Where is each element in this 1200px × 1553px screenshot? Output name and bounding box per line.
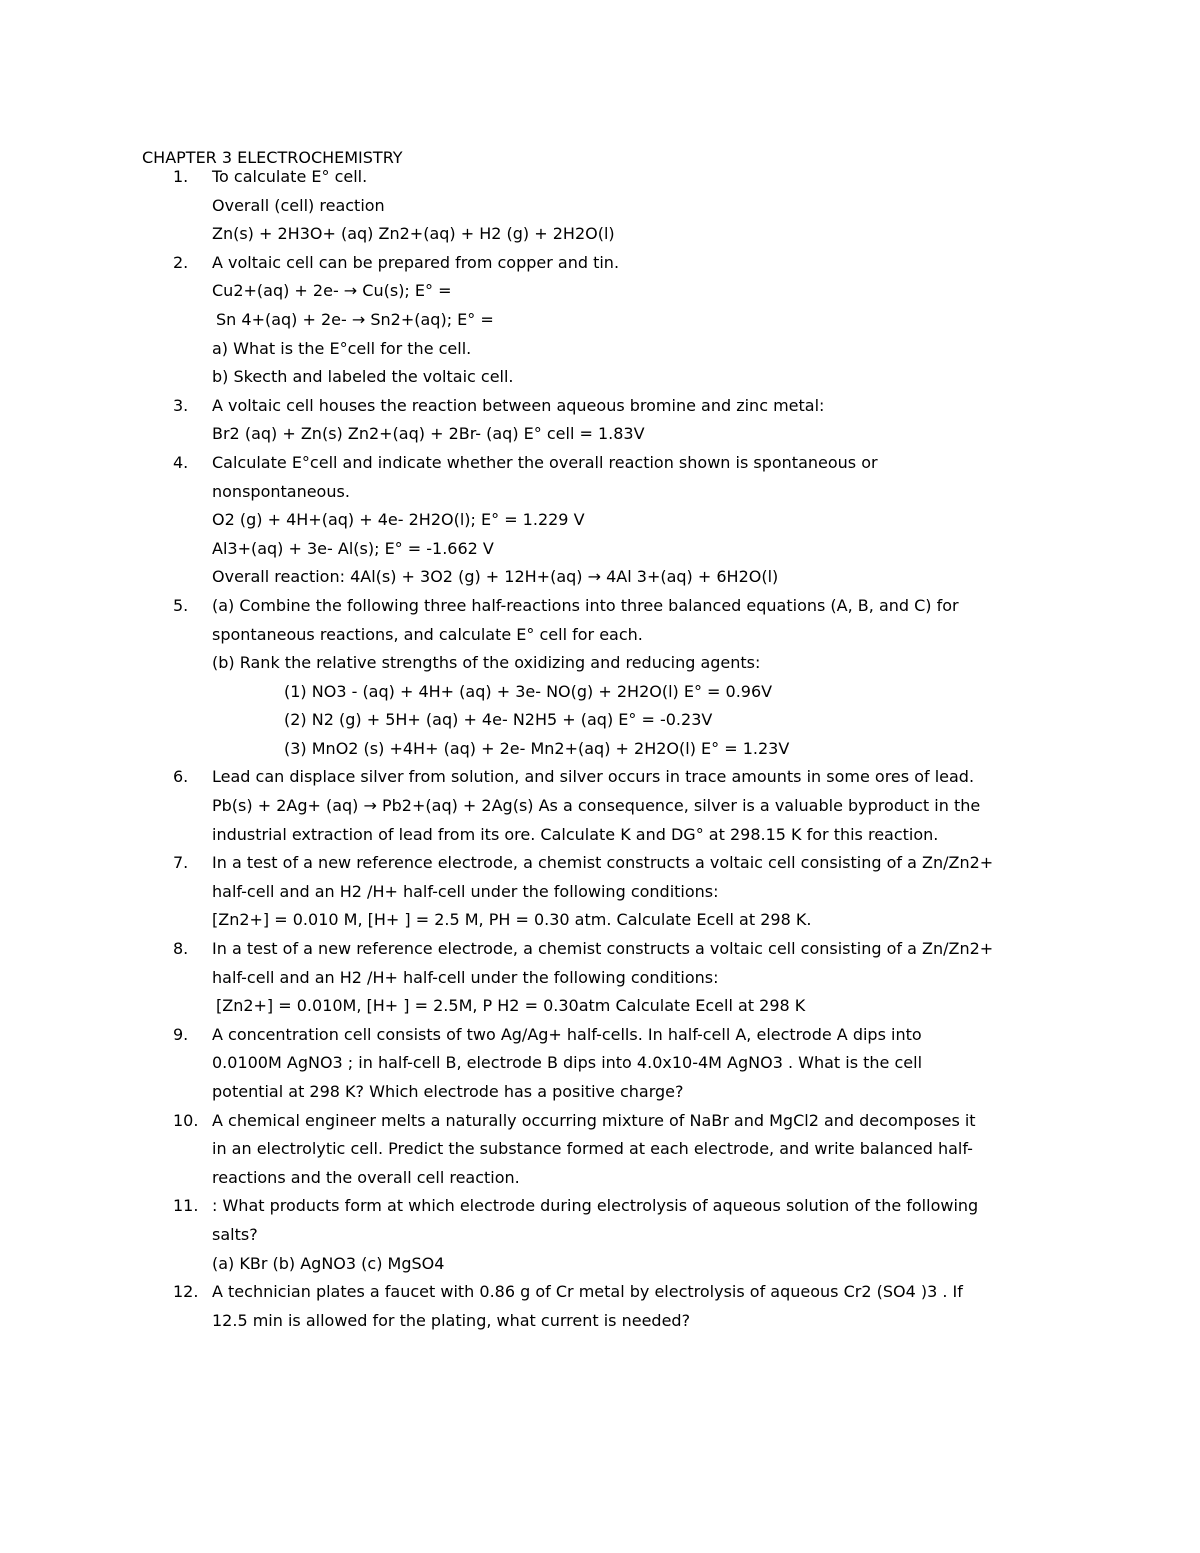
question-line: In a test of a new reference electrode, a chemist constructs a voltaic cell consisting of a Zn/Zn2+ [212, 939, 994, 959]
question-line: (b) Rank the relative strengths of the oxidizing and reducing agents: [212, 653, 761, 673]
question-line: Br2 (aq) + Zn(s) Zn2+(aq) + 2Br- (aq) E° cell = 1.83V [212, 424, 645, 444]
question-line: potential at 298 K? Which electrode has a positive charge? [212, 1082, 684, 1101]
question-line: Lead can displace silver from solution, and silver occurs in trace amounts in some ores of lead. [212, 767, 975, 787]
question-line: (a) Combine the following three half-reactions into three balanced equations (A, B, and C) for [212, 595, 959, 615]
question-line: Overall reaction: 4Al(s) + 3O2 (g) + 12H+(aq) → 4Al 3+(aq) + 6H2O(l) [212, 567, 779, 587]
question-list [142, 163, 1072, 1335]
question-number: 11. [173, 1196, 199, 1216]
half-reaction-line: (3) MnO2 (s) +4H+ (aq) + 2e- Mn2+(aq) + 2H2O(l) E° = 1.23V [284, 738, 790, 758]
question-line: : What products form at which electrode during electrolysis of aqueous solution of the following [212, 1196, 979, 1216]
question-line: Sn 4+(aq) + 2e- → Sn2+(aq); E° = [216, 309, 494, 329]
question-line: in an electrolytic cell. Predict the substance formed at each electrode, and write balanced half- [212, 1139, 973, 1159]
question-12 [142, 1278, 1072, 1335]
question-2 [142, 249, 1072, 392]
question-line: 12.5 min is allowed for the plating, what current is needed? [212, 1310, 691, 1330]
question-line: In a test of a new reference electrode, a chemist constructs a voltaic cell consisting of a Zn/Zn2+ [212, 853, 994, 873]
question-line: [Zn2+] = 0.010 M, [H+ ] = 2.5 M, PH = 0.30 atm. Calculate Ecell at 298 K. [212, 910, 812, 930]
question-1 [142, 163, 1072, 249]
question-line: A voltaic cell can be prepared from copper and tin. [212, 252, 620, 272]
question-line: Al3+(aq) + 3e- Al(s); E° = -1.662 V [212, 538, 494, 558]
question-number: 4. [173, 452, 189, 472]
question-6 [142, 763, 1072, 849]
question-line: salts? [212, 1224, 258, 1244]
question-line: O2 (g) + 4H+(aq) + 4e- 2H2O(l); E° = 1.229 V [212, 510, 585, 530]
question-line: nonspontaneous. [212, 481, 350, 501]
question-11 [142, 1192, 1072, 1278]
question-line: A voltaic cell houses the reaction between aqueous bromine and zinc metal: [212, 395, 825, 415]
question-line: Calculate E°cell and indicate whether the overall reaction shown is spontaneous or [212, 452, 878, 472]
question-number: 5. [173, 595, 189, 615]
question-8 [142, 935, 1072, 1021]
question-7 [142, 849, 1072, 935]
question-number: 7. [173, 853, 189, 873]
question-number: 10. [173, 1110, 199, 1130]
question-line: Cu2+(aq) + 2e- → Cu(s); E° = [212, 281, 452, 301]
question-line: [Zn2+] = 0.010M, [H+ ] = 2.5M, P H2 = 0.30atm Calculate Ecell at 298 K [216, 996, 806, 1016]
question-line: A technician plates a faucet with 0.86 g of Cr metal by electrolysis of aqueous Cr2 (SO4 )3 . If [212, 1282, 963, 1302]
question-line: b) Skecth and labeled the voltaic cell. [212, 367, 514, 387]
question-3 [142, 392, 1072, 449]
question-line: A concentration cell consists of two Ag/Ag+ half-cells. In half-cell A, electrode A dips into [212, 1024, 922, 1044]
question-line: industrial extraction of lead from its ore. Calculate K and DG° at 298.15 K for this reaction. [212, 824, 939, 844]
question-line: (a) KBr (b) AgNO3 (c) MgSO4 [212, 1253, 445, 1273]
document-title: CHAPTER 3 ELECTROCHEMISTRY [142, 148, 403, 167]
question-number: 2. [173, 252, 189, 272]
question-10 [142, 1107, 1072, 1193]
question-number: 8. [173, 939, 189, 959]
question-line: half-cell and an H2 /H+ half-cell under the following conditions: [212, 881, 719, 901]
question-line: a) What is the E°cell for the cell. [212, 338, 472, 358]
question-line: A chemical engineer melts a naturally occurring mixture of NaBr and MgCl2 and decomposes it [212, 1110, 976, 1130]
question-line: spontaneous reactions, and calculate E° cell for each. [212, 624, 643, 644]
question-9 [142, 1021, 1072, 1107]
half-reaction-line: (2) N2 (g) + 5H+ (aq) + 4e- N2H5 + (aq) E° = -0.23V [284, 710, 713, 730]
question-line: half-cell and an H2 /H+ half-cell under the following conditions: [212, 967, 719, 987]
question-line: Overall (cell) reaction [212, 195, 385, 215]
question-number: 9. [173, 1024, 189, 1044]
question-line: Zn(s) + 2H3O+ (aq) Zn2+(aq) + H2 (g) + 2H2O(l) [212, 224, 615, 244]
question-4 [142, 449, 1072, 592]
question-number: 1. [173, 167, 189, 186]
question-number: 6. [173, 767, 189, 787]
half-reaction-line: (1) NO3 - (aq) + 4H+ (aq) + 3e- NO(g) + 2H2O(l) E° = 0.96V [284, 681, 773, 701]
question-line: To calculate E° cell. [212, 167, 368, 186]
question-5 [142, 592, 1072, 764]
question-line: 0.0100M AgNO3 ; in half-cell B, electrode B dips into 4.0x10-4M AgNO3 . What is the cell [212, 1053, 923, 1073]
question-line: reactions and the overall cell reaction. [212, 1167, 520, 1187]
question-line: Pb(s) + 2Ag+ (aq) → Pb2+(aq) + 2Ag(s) As a consequence, silver is a valuable byproduct in the [212, 796, 981, 816]
question-number: 12. [173, 1282, 199, 1302]
question-number: 3. [173, 395, 189, 415]
